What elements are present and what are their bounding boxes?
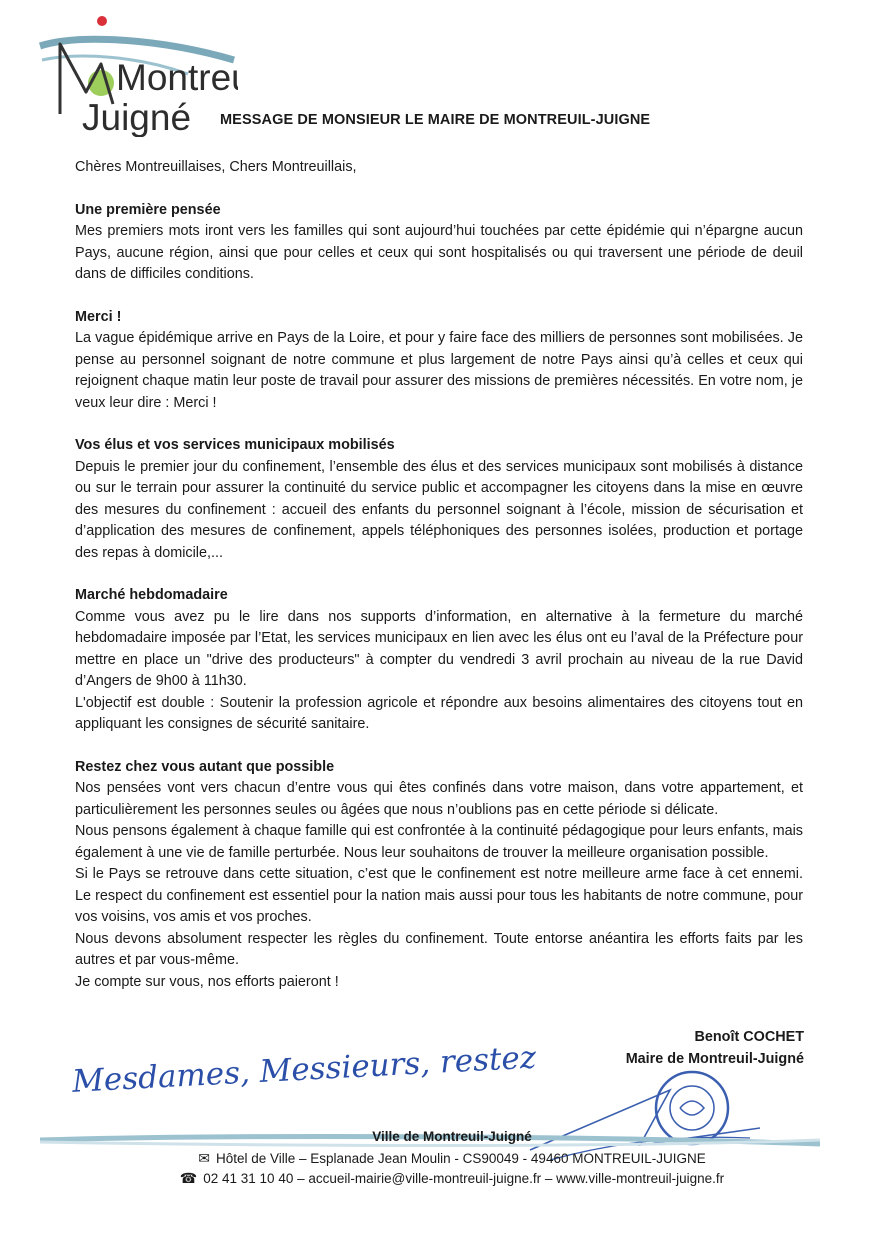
letter-title: MESSAGE DE MONSIEUR LE MAIRE DE MONTREUIL-JUIGNE (220, 112, 651, 128)
paragraph: L'objectif est double : Soutenir la profession agricole et répondre aux besoins alimentaires des citoyens tout en appliquant les consignes de sécurité sanitaire. (75, 694, 803, 732)
section-heading: Vos élus et vos services municipaux mobilisés (75, 437, 395, 453)
footer-contact-text: 02 41 31 10 40 – accueil-mairie@ville-montreuil-juigne.fr – www.ville-montreuil-juigne.fr (203, 1171, 725, 1186)
paragraph: Comme vous avez pu le lire dans nos supports d’information, en alternative à la fermeture du marché hebdomadaire imposée par l’Etat, les services municipaux en lien avec les élus ont eu l’aval de la Préfecture pour mettre en place un "drive des producteurs" à compter du vendredi 3 avril prochain au niveau de la rue David d’Angers de 9h00 à 11h30. (75, 608, 803, 689)
paragraph: Mes premiers mots iront vers les familles qui sont aujourd’hui touchées par cette épidémie qui n’épargne aucun Pays, aucune région, ainsi que pour celles et ceux qui sont hospitalisés ou qui traversent une période de deuil dans de difficiles conditions. (75, 223, 803, 282)
section-merci (75, 307, 803, 415)
signatory-title: Maire de Montreuil-Juigné (625, 1051, 804, 1067)
section-premiere-pensee (75, 200, 803, 286)
paragraph: Je compte sur vous, nos efforts paieront ! (75, 973, 339, 990)
footer-organization: Ville de Montreuil-Juigné (372, 1129, 532, 1144)
paragraph: Nous pensons également à chaque famille qui est confrontée à la continuité pédagogique pour leurs enfants, mais également à une vie de famille perturbée. Nous leur souhaitons de trouver la meilleure organisation possible. (75, 823, 803, 861)
section-heading: Une première pensée (75, 201, 221, 218)
footer-contact (0, 1170, 874, 1187)
section-restez-chez-vous (75, 757, 803, 994)
envelope-icon: ✉ (198, 1150, 210, 1166)
footer-address-text: Hôtel de Ville – Esplanade Jean Moulin - CS90049 - 49460 MONTREUIL-JUIGNE (215, 1151, 706, 1166)
handwritten-note (68, 1022, 538, 1102)
paragraph: La vague épidémique arrive en Pays de la Loire, et pour y faire face des milliers de personnes sont mobilisées. Je pense au personnel soignant de notre commune et plus largement de notre Pays ainsi qu’à celles et ceux qui rejoignent chaque matin leur poste de travail pour assurer des missions de premières nécessités. En votre nom, je veux leur dire : Merci ! (75, 330, 803, 411)
section-heading: Restez chez vous autant que possible (75, 758, 335, 775)
section-heading: Merci ! (75, 308, 122, 325)
telephone-icon: ☎ (179, 1170, 198, 1186)
section-marche (75, 585, 803, 736)
footer-address (0, 1150, 874, 1167)
paragraph: Nous devons absolument respecter les règles du confinement. Toute entorse anéantira les efforts faits par les autres et par vous-même. (75, 930, 803, 968)
logo-text-line1: Montre (116, 57, 232, 98)
signatory-name: Benoît COCHET (694, 1029, 804, 1045)
montreuil-juigne-logo (38, 12, 238, 137)
logo-text-line2: Juigné (82, 97, 192, 137)
paragraph: Depuis le premier jour du confinement, l’ensemble des élus et des services municipaux sont mobilisés à distance ou sur le terrain pour assurer la continuité du service public et accompagner les citoyens dans la mise en œuvre des mesures du confinement : accueil des enfants du personnel soignant à l’école, mission de sécurisation et d’application des mesures de confinement, appels téléphoniques des personnes isolées, production et portage des repas à domicile,... (75, 458, 803, 561)
svg-text:Mesdames, Messieurs, restez ch: Mesdames, Messieurs, restez (71, 1039, 537, 1100)
section-heading: Marché hebdomadaire (75, 587, 228, 603)
paragraph: Si le Pays se retrouve dans cette situation, c’est que le confinement est notre meilleure arme face à cet ennemi. Le respect du confinement est essentiel pour la nation mais aussi pour tous les habitants de notre commune, pour vos voisins, vos amis et vos proches. (75, 866, 803, 925)
section-elus-services (75, 435, 803, 564)
signature-block (626, 1026, 804, 1070)
letter-body (75, 157, 803, 1014)
paragraph: Nos pensées vont vers chacun d’entre vous qui êtes confinés dans votre maison, dans votre appartement, et particulièrement les personnes seules ou âgées que nous n’oublions pas en cette période si délicate. (75, 780, 803, 818)
greeting: Chères Montreuillaises, Chers Montreuillais, (75, 159, 357, 175)
